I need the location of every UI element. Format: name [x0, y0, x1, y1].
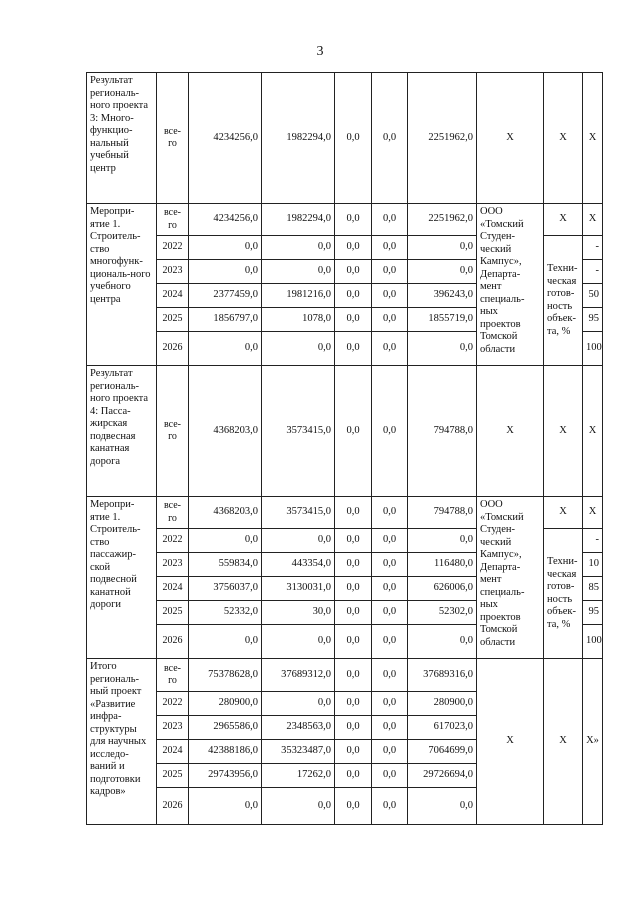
- amount-cell: 0,0: [372, 740, 408, 764]
- budget-table: [86, 72, 603, 825]
- amount-cell: 0,0: [335, 332, 372, 366]
- amount-cell: 4368203,0: [189, 366, 262, 497]
- value-cell: Х: [583, 366, 603, 497]
- amount-cell: 3573415,0: [262, 366, 335, 497]
- amount-cell: 0,0: [262, 529, 335, 553]
- year-cell: все-го: [157, 366, 189, 497]
- year-cell: все-го: [157, 659, 189, 692]
- year-cell: 2023: [157, 716, 189, 740]
- amount-cell: 4234256,0: [189, 73, 262, 204]
- amount-cell: 0,0: [372, 716, 408, 740]
- amount-cell: 0,0: [372, 529, 408, 553]
- row-name: Итого региональ-ный проект «Развитие инфра-структуры для научных исследо-ваний и подготовки кадров»: [87, 659, 157, 825]
- table-row: [87, 73, 603, 204]
- amount-cell: 3573415,0: [262, 497, 335, 529]
- indicator-cell: Х: [544, 204, 583, 236]
- amount-cell: 280900,0: [408, 692, 477, 716]
- value-cell: Х: [583, 497, 603, 529]
- amount-cell: 1981216,0: [262, 284, 335, 308]
- amount-cell: 0,0: [372, 788, 408, 825]
- amount-cell: 0,0: [335, 764, 372, 788]
- amount-cell: 0,0: [372, 73, 408, 204]
- value-cell: -: [583, 529, 603, 553]
- amount-cell: 0,0: [372, 764, 408, 788]
- amount-cell: 0,0: [372, 366, 408, 497]
- amount-cell: 17262,0: [262, 764, 335, 788]
- amount-cell: 0,0: [372, 204, 408, 236]
- amount-cell: 1856797,0: [189, 308, 262, 332]
- amount-cell: 2965586,0: [189, 716, 262, 740]
- amount-cell: 52302,0: [408, 601, 477, 625]
- indicator-cell: Х: [544, 73, 583, 204]
- year-cell: 2025: [157, 764, 189, 788]
- amount-cell: 37689316,0: [408, 659, 477, 692]
- amount-cell: 0,0: [335, 625, 372, 659]
- amount-cell: 0,0: [335, 529, 372, 553]
- amount-cell: 29726694,0: [408, 764, 477, 788]
- executor-cell: Х: [477, 659, 544, 825]
- amount-cell: 0,0: [335, 659, 372, 692]
- amount-cell: 52332,0: [189, 601, 262, 625]
- year-cell: 2024: [157, 577, 189, 601]
- amount-cell: 0,0: [408, 260, 477, 284]
- amount-cell: 116480,0: [408, 553, 477, 577]
- amount-cell: 617023,0: [408, 716, 477, 740]
- amount-cell: 0,0: [335, 716, 372, 740]
- value-cell: -: [583, 260, 603, 284]
- amount-cell: 75378628,0: [189, 659, 262, 692]
- value-cell: Х»: [583, 659, 603, 825]
- amount-cell: 0,0: [262, 236, 335, 260]
- amount-cell: 1855719,0: [408, 308, 477, 332]
- value-cell: 10: [583, 553, 603, 577]
- amount-cell: 4368203,0: [189, 497, 262, 529]
- amount-cell: 4234256,0: [189, 204, 262, 236]
- value-cell: Х: [583, 204, 603, 236]
- amount-cell: 0,0: [189, 625, 262, 659]
- year-cell: 2024: [157, 740, 189, 764]
- amount-cell: 0,0: [372, 692, 408, 716]
- amount-cell: 3130031,0: [262, 577, 335, 601]
- amount-cell: 0,0: [335, 577, 372, 601]
- amount-cell: 0,0: [262, 625, 335, 659]
- amount-cell: 3756037,0: [189, 577, 262, 601]
- amount-cell: 29743956,0: [189, 764, 262, 788]
- executor-cell: ООО «Томский Студен-ческий Кампус», Департа-мент специаль-ных проектов Томской области: [477, 204, 544, 366]
- year-cell: все-го: [157, 204, 189, 236]
- amount-cell: 0,0: [335, 497, 372, 529]
- indicator-cell: Х: [544, 659, 583, 825]
- amount-cell: 0,0: [262, 332, 335, 366]
- amount-cell: 0,0: [408, 529, 477, 553]
- amount-cell: 42388186,0: [189, 740, 262, 764]
- year-cell: 2025: [157, 601, 189, 625]
- amount-cell: 0,0: [372, 308, 408, 332]
- amount-cell: 0,0: [408, 332, 477, 366]
- amount-cell: 0,0: [335, 788, 372, 825]
- indicator-cell: Техни-ческая готов-ность объек-та, %: [544, 236, 583, 366]
- value-cell: Х: [583, 73, 603, 204]
- amount-cell: 0,0: [372, 260, 408, 284]
- amount-cell: 626006,0: [408, 577, 477, 601]
- amount-cell: 2377459,0: [189, 284, 262, 308]
- year-cell: все-го: [157, 73, 189, 204]
- amount-cell: 559834,0: [189, 553, 262, 577]
- amount-cell: 0,0: [189, 529, 262, 553]
- year-cell: 2026: [157, 625, 189, 659]
- executor-cell: ООО «Томский Студен-ческий Кампус», Департа-мент специаль-ных проектов Томской области: [477, 497, 544, 659]
- year-cell: все-го: [157, 497, 189, 529]
- amount-cell: 0,0: [262, 260, 335, 284]
- amount-cell: 280900,0: [189, 692, 262, 716]
- amount-cell: 0,0: [372, 284, 408, 308]
- indicator-cell: Техни-ческая готов-ность объек-та, %: [544, 529, 583, 659]
- amount-cell: 794788,0: [408, 497, 477, 529]
- amount-cell: 794788,0: [408, 366, 477, 497]
- indicator-cell: Х: [544, 366, 583, 497]
- year-cell: 2022: [157, 236, 189, 260]
- table-row: [87, 497, 603, 529]
- amount-cell: 443354,0: [262, 553, 335, 577]
- amount-cell: 0,0: [189, 260, 262, 284]
- amount-cell: 1982294,0: [262, 204, 335, 236]
- amount-cell: 0,0: [262, 788, 335, 825]
- amount-cell: 0,0: [335, 740, 372, 764]
- page-number: 3: [316, 44, 324, 59]
- amount-cell: 0,0: [372, 659, 408, 692]
- value-cell: 95: [583, 601, 603, 625]
- executor-cell: Х: [477, 73, 544, 204]
- table-row: [87, 366, 603, 497]
- year-cell: 2026: [157, 332, 189, 366]
- row-name: Меропри-ятие 1. Строитель-ство пассажир-ской подвесной канатной дороги: [87, 497, 157, 659]
- amount-cell: 0,0: [408, 625, 477, 659]
- amount-cell: 0,0: [189, 332, 262, 366]
- amount-cell: 0,0: [335, 553, 372, 577]
- amount-cell: 0,0: [372, 577, 408, 601]
- executor-cell: Х: [477, 366, 544, 497]
- amount-cell: 0,0: [408, 788, 477, 825]
- year-cell: 2023: [157, 553, 189, 577]
- amount-cell: 0,0: [335, 284, 372, 308]
- amount-cell: 1078,0: [262, 308, 335, 332]
- table-row: [87, 204, 603, 236]
- amount-cell: 2251962,0: [408, 73, 477, 204]
- table-body: [87, 73, 603, 825]
- amount-cell: 0,0: [335, 366, 372, 497]
- year-cell: 2024: [157, 284, 189, 308]
- amount-cell: 0,0: [335, 236, 372, 260]
- amount-cell: 396243,0: [408, 284, 477, 308]
- row-name: Меропри-ятие 1. Строитель-ство многофунк-циональ-ного учебного центра: [87, 204, 157, 366]
- amount-cell: 0,0: [335, 204, 372, 236]
- amount-cell: 0,0: [372, 332, 408, 366]
- amount-cell: 0,0: [372, 497, 408, 529]
- amount-cell: 37689312,0: [262, 659, 335, 692]
- year-cell: 2022: [157, 529, 189, 553]
- amount-cell: 1982294,0: [262, 73, 335, 204]
- amount-cell: 0,0: [335, 601, 372, 625]
- amount-cell: 35323487,0: [262, 740, 335, 764]
- amount-cell: 0,0: [189, 788, 262, 825]
- amount-cell: 0,0: [372, 625, 408, 659]
- amount-cell: 0,0: [262, 692, 335, 716]
- amount-cell: 0,0: [335, 692, 372, 716]
- row-name: Результат региональ-ного проекта 3: Много-функцио-нальный учебный центр: [87, 73, 157, 204]
- value-cell: -: [583, 236, 603, 260]
- amount-cell: 0,0: [372, 553, 408, 577]
- amount-cell: 0,0: [189, 236, 262, 260]
- value-cell: 85: [583, 577, 603, 601]
- amount-cell: 2251962,0: [408, 204, 477, 236]
- value-cell: 95: [583, 308, 603, 332]
- year-cell: 2022: [157, 692, 189, 716]
- amount-cell: 0,0: [408, 236, 477, 260]
- year-cell: 2025: [157, 308, 189, 332]
- amount-cell: 0,0: [335, 73, 372, 204]
- amount-cell: 0,0: [372, 601, 408, 625]
- table-row: [87, 659, 603, 692]
- amount-cell: 2348563,0: [262, 716, 335, 740]
- indicator-cell: Х: [544, 497, 583, 529]
- amount-cell: 0,0: [335, 260, 372, 284]
- row-name: Результат региональ-ного проекта 4: Пасса-жирская подвесная канатная дорога: [87, 366, 157, 497]
- year-cell: 2023: [157, 260, 189, 284]
- amount-cell: 30,0: [262, 601, 335, 625]
- value-cell: 50: [583, 284, 603, 308]
- amount-cell: 0,0: [372, 236, 408, 260]
- amount-cell: 0,0: [335, 308, 372, 332]
- year-cell: 2026: [157, 788, 189, 825]
- amount-cell: 7064699,0: [408, 740, 477, 764]
- value-cell: 100: [583, 332, 603, 366]
- value-cell: 100: [583, 625, 603, 659]
